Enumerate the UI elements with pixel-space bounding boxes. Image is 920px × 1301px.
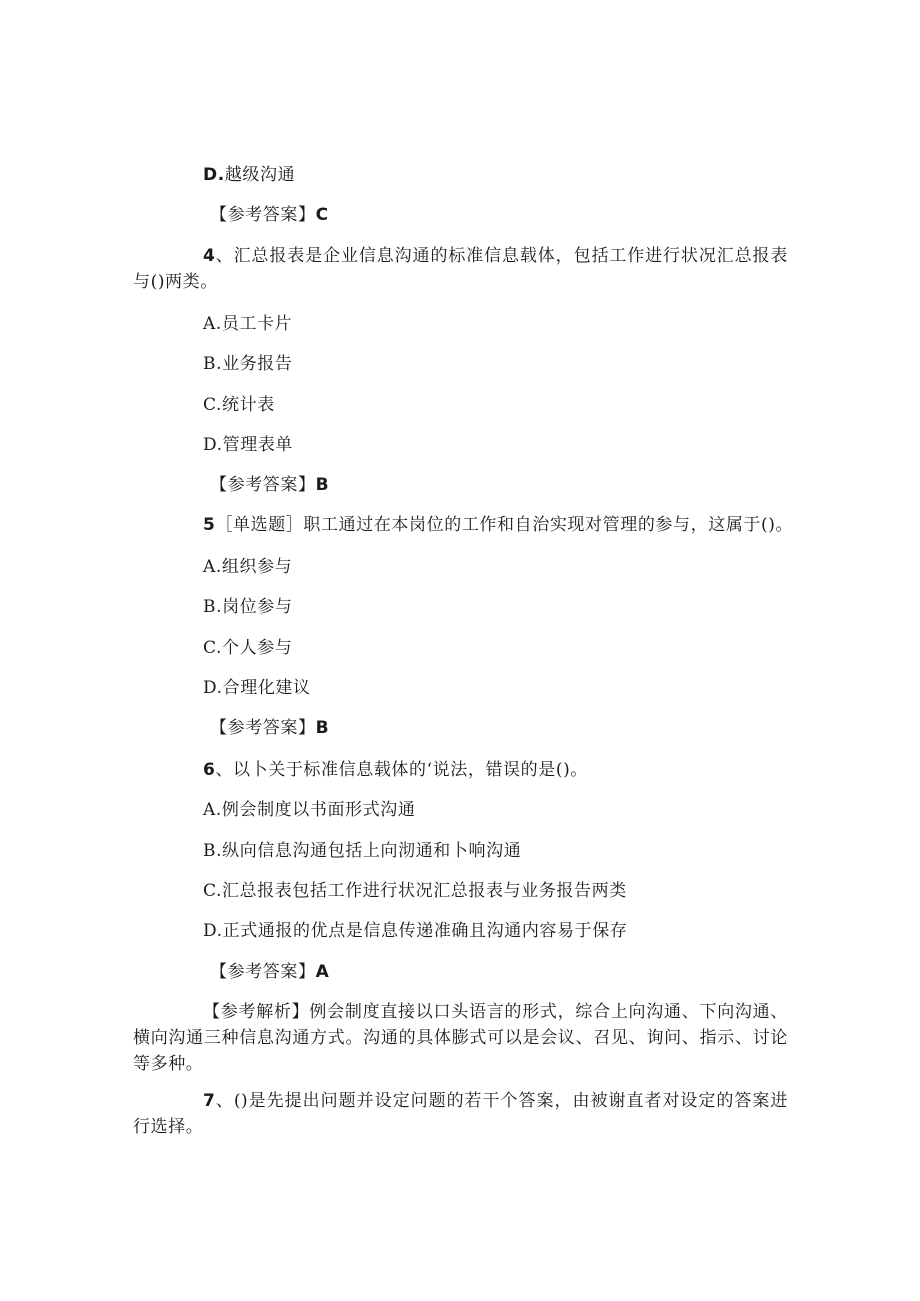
option-text: C.统计表 xyxy=(203,395,275,415)
explanation-text: 例会制度直接以口头语言的形式，综合上向沟通、下向沟通、横向沟通三种信息沟通方式。沟通的具体膨式可以是会议、召见、询问、指示、讨论等多种。 xyxy=(133,1002,788,1074)
question-number: 7 xyxy=(203,1091,216,1111)
answer-value: B xyxy=(315,475,330,495)
option-c xyxy=(203,637,292,659)
option-text: A.组织参与 xyxy=(203,557,293,577)
option-text: C.汇总报表包括工作进行状况汇总报表与业务报告两类 xyxy=(203,881,627,901)
option-c xyxy=(203,394,275,416)
option-d xyxy=(203,920,627,942)
option-text: B.岗位参与 xyxy=(203,597,293,617)
question-6 xyxy=(203,759,588,781)
answer-label: 【参考答案】 xyxy=(210,475,316,495)
option-text: B.纵向信息沟通包括上向沏通和卜响沟通 xyxy=(203,841,522,861)
option-text: A.员工卡片 xyxy=(203,314,293,334)
answer-value: B xyxy=(315,718,330,738)
option-text: D.正式通报的优点是信息传递准确且沟通内容易于保存 xyxy=(203,921,628,941)
option-d xyxy=(203,434,293,456)
option-text: C.个人参与 xyxy=(203,638,293,658)
option-text: D.管理表单 xyxy=(203,435,294,455)
explanation xyxy=(133,999,788,1077)
answer-label: 【参考答案】 xyxy=(210,718,316,738)
explanation-label: 【参考解析】 xyxy=(203,1002,310,1022)
answer-line xyxy=(210,204,329,226)
question-text: 、汇总报表是企业信息沟通的标准信息载体，包括工作进行状况汇总报表与()两类。 xyxy=(133,246,788,292)
option-a xyxy=(203,313,292,335)
answer-line xyxy=(210,717,329,739)
option-a xyxy=(203,799,415,821)
answer-label: 【参考答案】 xyxy=(210,962,316,982)
option-text: B.业务报告 xyxy=(203,354,293,374)
answer-value: C xyxy=(315,205,329,225)
answer-line xyxy=(210,961,329,983)
option-b xyxy=(203,840,521,862)
answer-line xyxy=(210,474,329,496)
option-b xyxy=(203,596,293,618)
option-b xyxy=(203,353,293,375)
question-text: 、以卜关于标准信息载体的‘说法，错误的是()。 xyxy=(215,760,588,780)
option-d xyxy=(203,677,311,699)
answer-value: A xyxy=(315,962,330,982)
option-d xyxy=(203,164,295,186)
option-letter: D. xyxy=(203,165,225,185)
question-7 xyxy=(133,1088,788,1140)
question-text: 、()是先提出问题并设定问题的若干个答案，由被谢直者对设定的答案进行选择。 xyxy=(133,1091,788,1137)
question-number: 5 xyxy=(203,515,216,535)
question-4 xyxy=(133,243,788,295)
question-5 xyxy=(203,514,793,536)
option-text: A.例会制度以书面形式沟通 xyxy=(203,800,416,820)
option-text: 越级沟通 xyxy=(224,165,296,185)
answer-label: 【参考答案】 xyxy=(210,205,316,225)
question-number: 4 xyxy=(203,246,216,266)
option-text: D.合理化建议 xyxy=(203,678,311,698)
question-number: 6 xyxy=(203,760,216,780)
option-a xyxy=(203,556,292,578)
option-c xyxy=(203,880,627,902)
question-text: ［单选题］职工通过在本岗位的工作和自治实现对管理的参与，这属于()。 xyxy=(215,515,794,535)
